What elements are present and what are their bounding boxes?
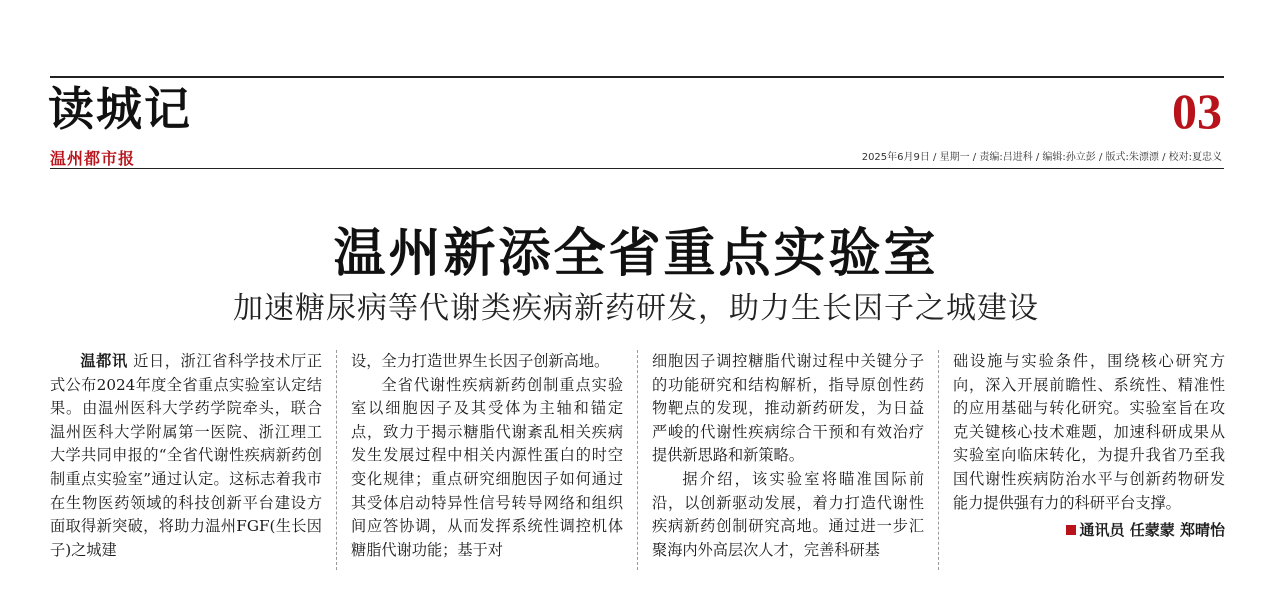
article-column-1: [50, 350, 322, 580]
article-column-3: [652, 350, 924, 580]
dateline: 温都讯: [80, 352, 128, 370]
issue-meta: 2025年6月9日 / 星期一 / 责编:吕进科 / 编辑:孙立彭 / 版式:朱漂漂 / 校对:夏忠义: [861, 152, 1222, 163]
masthead-top-rule: [50, 76, 1224, 78]
byline: [953, 519, 1225, 543]
red-square-icon: [1066, 525, 1076, 535]
section-title: 读城记: [48, 82, 192, 136]
column-divider: [336, 350, 337, 570]
masthead-bottom-rule: [50, 168, 1224, 169]
paragraph-text: 细胞因子调控糖脂代谢过程中关键分子的功能研究和结构解析，指导原创性药物靶点的发现，推动新药研发，为日益严峻的代谢性疾病综合干预和有效治疗提供新思路和新策略。: [652, 352, 924, 465]
article-headline: 温州新添全省重点实验室: [333, 223, 939, 284]
article-body: [50, 350, 1224, 580]
paper-name: 温州都市报: [50, 149, 136, 168]
article-column-4: [953, 350, 1225, 580]
paragraph-text: 全省代谢性疾病新药创制重点实验室以细胞因子及其受体为主轴和锚定点，致力于揭示糖脂代谢紊乱相关疾病发生发展过程中相关内源性蛋白的时空变化规律；重点研究细胞因子如何通过其受体启动特异性信号转导网络和组织间应答协调，从而发挥系统性调控机体糖脂代谢功能；基于对: [351, 375, 623, 559]
column-divider: [637, 350, 638, 570]
column-divider: [938, 350, 939, 570]
paragraph-text: 近日，浙江省科学技术厅正式公布2024年度全省重点实验室认定结果。由温州医科大学药学院牵头，联合温州医科大学附属第一医院、浙江理工大学共同申报的“全省代谢性疾病新药创制重点实验室”通过认定。这标志着我市在生物医药领域的科技创新平台建设方面取得新突破，将助力温州FGF(生长因子)之城建: [50, 352, 322, 559]
byline-text: 通讯员 任蒙蒙 郑晴怡: [1079, 521, 1225, 540]
paragraph-text: 础设施与实验条件，围绕核心研究方向，深入开展前瞻性、系统性、精准性的应用基础与转化研究。实验室旨在攻克关键核心技术难题，加速科研成果从实验室向临床转化，为提升我省乃至我国代谢性疾病防治水平与创新药物研发能力提供强有力的科研平台支撑。: [953, 352, 1225, 512]
article-column-2: [351, 350, 623, 580]
page-number: 03: [1172, 83, 1222, 139]
article-subheadline: 加速糖尿病等代谢类疾病新药研发，助力生长因子之城建设: [233, 291, 1039, 326]
paragraph-text: 设，全力打造世界生长因子创新高地。: [351, 352, 610, 370]
paragraph-text: 据介绍，该实验室将瞄准国际前沿，以创新驱动发展，着力打造代谢性疾病新药创制研究高地。通过进一步汇聚海内外高层次人才，完善科研基: [652, 469, 924, 559]
